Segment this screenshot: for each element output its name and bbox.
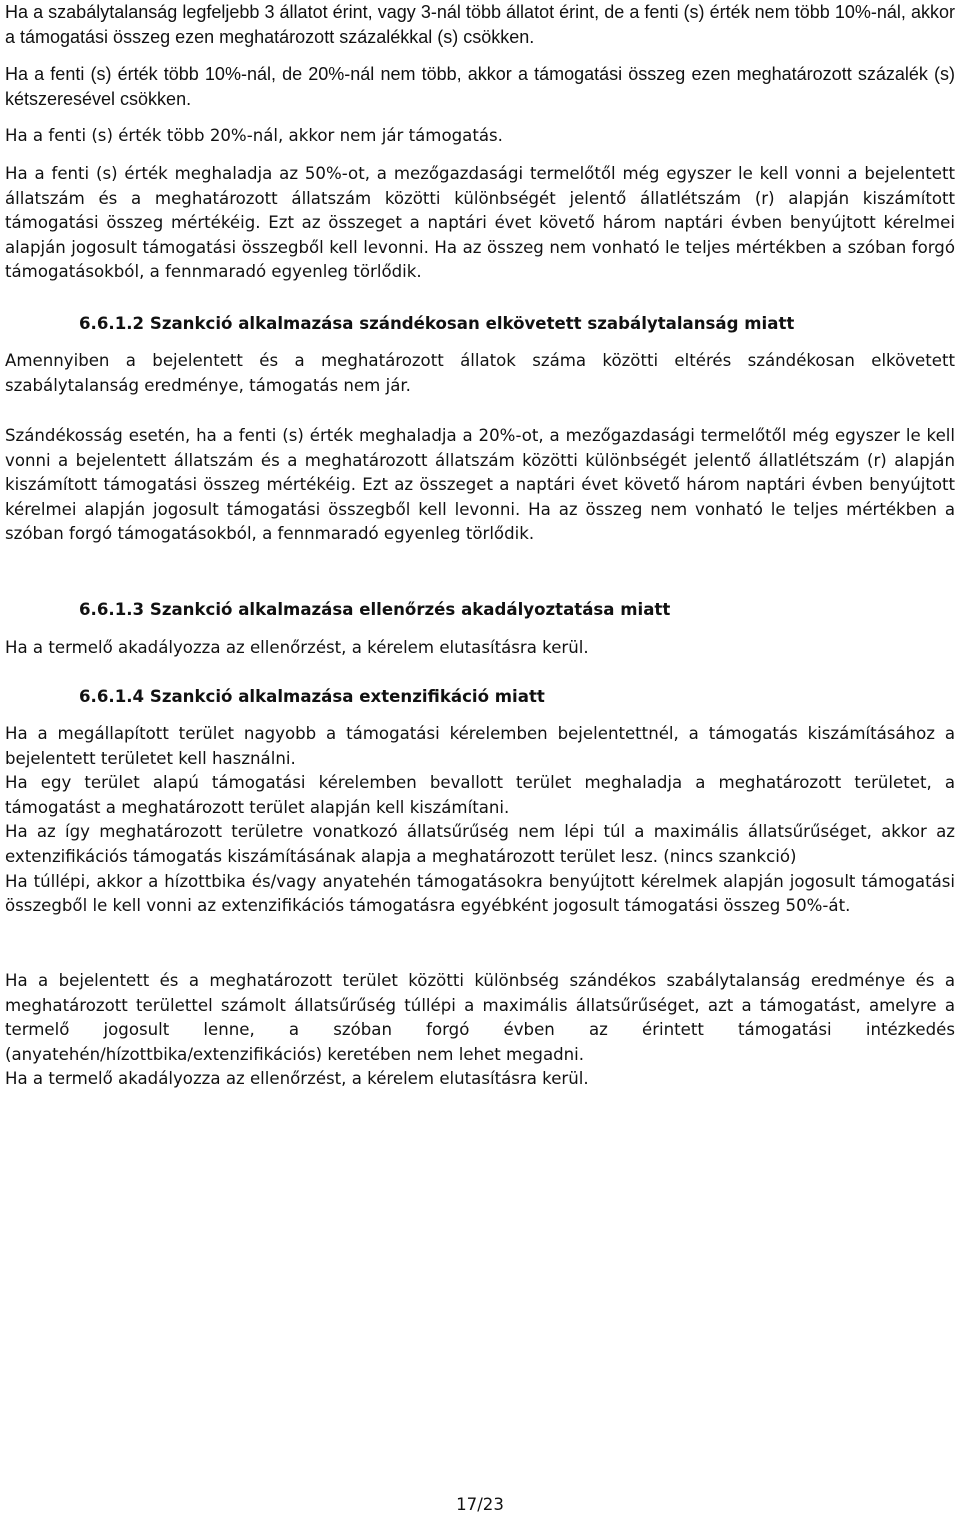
paragraph: Ha túllépi, akkor a hízottbika és/vagy anyatehén támogatásokra benyújtott kérelmek alapján jogosult támogatási összegből le kell vonni az extenzifikációs támogatásra egyébként jogosult támogatási összeg 50%-át. — [5, 871, 955, 916]
paragraph-block — [5, 969, 955, 1092]
section-6-6-1-2 — [5, 312, 955, 337]
section-heading: 6.6.1.4 Szankció alkalmazása extenzifikáció miatt — [79, 687, 545, 706]
section-heading: 6.6.1.3 Szankció alkalmazása ellenőrzés akadályoztatása miatt — [79, 600, 671, 619]
paragraph: Ha egy terület alapú támogatási kérelemben bevallott terület meghaladja a meghatározott területet, a támogatást a meghatározott terület alapján kell kiszámítani. — [5, 773, 955, 817]
paragraph: Ha a termelő akadályozza az ellenőrzést, a kérelem elutasításra kerül. — [5, 1069, 589, 1089]
section-6-6-1-3 — [5, 598, 955, 623]
paragraph-block — [5, 162, 955, 285]
paragraph: Amennyiben a bejelentett és a meghatározott állatok száma közötti eltérés szándékosan elkövetett szabálytalanság eredménye, támogatás nem jár. — [5, 351, 955, 395]
paragraph-block — [5, 636, 955, 661]
document-page — [5, 0, 955, 1519]
paragraph: Ha a fenti (s) érték több 10%-nál, de 20%-nál nem több, akkor a támogatási összeg ezen meghatározott százalék (s) kétszeresével csökken. — [5, 64, 955, 109]
paragraph: Ha a bejelentett és a meghatározott terület közötti különbség szándékos szabálytalanság eredménye és a meghatározott területtel számolt állatsűrűség túllépi a maximális állatsűrűséget, azt a támogatást, amelyre a termelő jogosult lenne, a szóban forgó évben az érintett támogatási intézkedés (anyatehén/hízottbika/extenzifikációs) keretében nem lehet megadni. — [5, 971, 955, 1064]
paragraph: Ha a megállapított terület nagyobb a támogatási kérelemben bejelentettnél, a támogatás kiszámításához a bejelentett területet kell használni. — [5, 724, 955, 768]
paragraph: Szándékosság esetén, ha a fenti (s) érték meghaladja a 20%-ot, a mezőgazdasági termelőtől még egyszer le kell vonni a bejelentett állatszám és a meghatározott állatszám közötti különbségét jelentő állatlétszám (r) alapján kiszámított támogatási összeg mértékéig. Ezt az összeget a naptári évet követő három naptári évben benyújtott kérelmei alapján jogosult támogatási összegből kell levonni. Ha az összeg nem vonható le teljes mértékben a szóban forgó támogatásokból, a fennmaradó egyenleg törlődik. — [5, 426, 955, 544]
paragraph-block-top — [5, 0, 955, 49]
paragraph: Ha a fenti (s) érték meghaladja az 50%-ot, a mezőgazdasági termelőtől még egyszer le kell vonni a bejelentett állatszám és a meghatározott állatszám közötti különbségét jelentő állatlétszám (r) alapján kiszámított támogatási összeg mértékéig. Ezt az összeget a naptári évet követő három naptári évben benyújtott kérelmei alapján jogosult támogatási összegből kell levonni. Ha az összeg nem vonható le teljes mértékben a szóban forgó támogatásokból, a fennmaradó egyenleg törlődik. — [5, 164, 955, 282]
paragraph-block — [5, 722, 955, 919]
paragraph-block — [5, 349, 955, 398]
paragraph: Ha az így meghatározott területre vonatkozó állatsűrűség nem lépi túl a maximális állatsűrűséget, akkor az extenzifikációs támogatás kiszámításának alapja a meghatározott terület lesz. (nincs szankció) — [5, 822, 955, 866]
section-heading: 6.6.1.2 Szankció alkalmazása szándékosan elkövetett szabálytalanság miatt — [79, 314, 795, 333]
section-6-6-1-4 — [5, 685, 955, 710]
paragraph: Ha a szabálytalanság legfeljebb 3 állatot érint, vagy 3-nál több állatot érint, de a fenti (s) érték nem több 10%-nál, akkor a támogatási összeg ezen meghatározott százalékkal (s) csökken. — [5, 2, 955, 47]
paragraph: Ha a fenti (s) érték több 20%-nál, akkor nem jár támogatás. — [5, 126, 503, 145]
paragraph-block-top — [5, 62, 955, 111]
page-number: 17/23 — [456, 1495, 504, 1514]
paragraph: Ha a termelő akadályozza az ellenőrzést, a kérelem elutasításra kerül. — [5, 638, 589, 657]
paragraph-block — [5, 124, 955, 149]
paragraph-block — [5, 424, 955, 547]
